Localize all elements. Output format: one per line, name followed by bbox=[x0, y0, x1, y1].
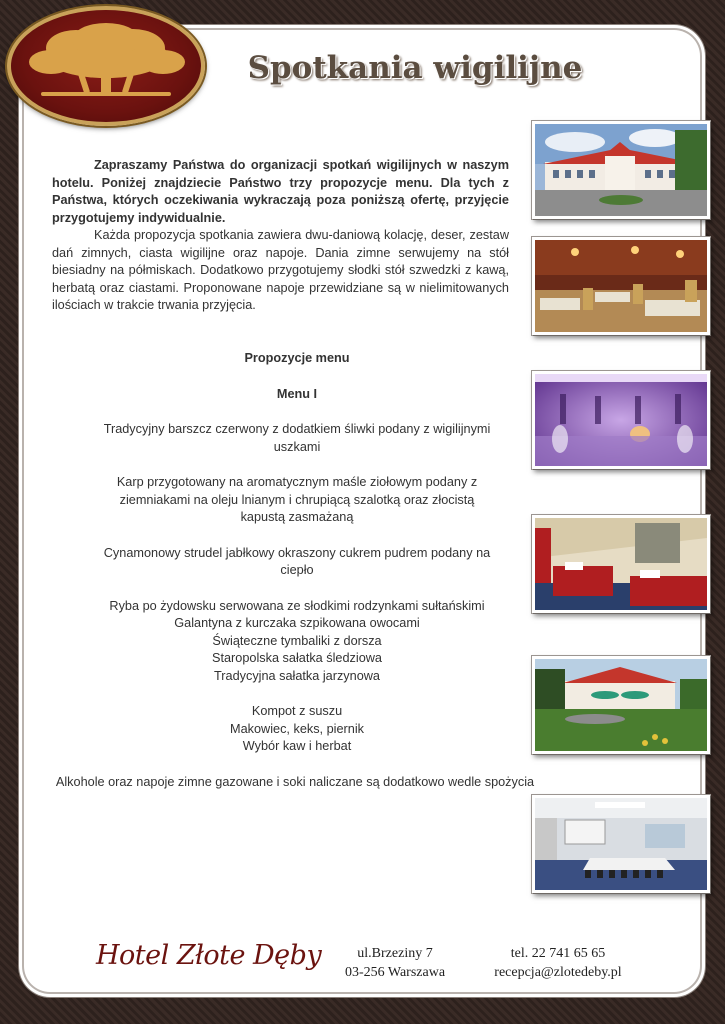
intro-bold-paragraph: Zapraszamy Państwa do organizacji spotkań wigilijnych w naszym hotelu. Poniżej znajdziecie Państwo trzy propozycje menu. Dla tych z Państwa, których oczekiwania wykraczają poza poniższą ofertę, przyjęcie przygotujemy indywidualnie. bbox=[52, 158, 509, 225]
menu-cold-item: Galantyna z kurczaka szpikowana owocami bbox=[174, 616, 420, 630]
menu-dessert: Cynamonowy strudel jabłkowy okraszony cukrem pudrem podany na ciepło bbox=[103, 545, 491, 577]
footer-contact bbox=[478, 944, 638, 982]
menu-sweet-item: Wybór kaw i herbat bbox=[242, 739, 352, 753]
photo-conference-room bbox=[532, 795, 710, 893]
menu-sweet-item: Makowiec, keks, piernik bbox=[230, 721, 364, 736]
intro-section bbox=[52, 157, 509, 315]
menu-main-course: Karp przygotowany na aromatycznym maśle ziołowym podany z ziemniakami na oleju lnianym i chrupiącą szalotką oraz złocistą kapustą zasmażaną bbox=[116, 475, 478, 524]
menu-cold-item: Świąteczne tymbaliki z dorsza bbox=[212, 633, 382, 648]
footer-hotel-name: Hotel Złote Dęby bbox=[96, 940, 322, 971]
intro-paragraph: Każda propozycja spotkania zawiera dwu-daniową kolację, deser, zestaw dań zimnych, ciasta wigilijne oraz napoje. Dania zimne serwujemy na stół biesiadny na półmiskach. Dodatkowo przygotujemy słodki stół szwedzki z kawą, herbatą oraz ciastami. Proponowane napoje przewidziane są w nielimitowanych ilościach w trakcie trwania przyjęcia. bbox=[52, 228, 509, 312]
menu-sweet-item: Kompot z suszu bbox=[251, 704, 343, 718]
address-street: ul.Brzeziny 7 bbox=[357, 946, 433, 961]
contact-email[interactable]: recepcja@zlotedeby.pl bbox=[494, 965, 622, 980]
photo-hotel-exterior bbox=[532, 121, 710, 219]
contact-phone: tel. 22 741 65 65 bbox=[510, 946, 606, 961]
oak-tree-icon bbox=[21, 18, 191, 113]
menu-note: Alkohole oraz napoje zimne gazowane i soki naliczane są dodatkowo wedle spożycia bbox=[55, 774, 535, 789]
hotel-logo bbox=[7, 6, 205, 126]
photo-banquet-hall bbox=[532, 371, 710, 469]
menu-soup: Tradycyjny barszcz czerwony z dodatkiem śliwki podany z wigilijnymi uszkami bbox=[103, 422, 491, 454]
menu-cold-item: Ryba po żydowsku serwowana ze słodkimi rodzynkami sułtańskimi bbox=[109, 598, 485, 613]
menu-title: Menu I bbox=[276, 386, 318, 401]
menu-section bbox=[52, 350, 542, 791]
menu-cold-item: Tradycyjna sałatka jarzynowa bbox=[214, 668, 380, 683]
menu-cold-item: Staropolska sałatka śledziowa bbox=[212, 651, 382, 665]
photo-hotel-room bbox=[532, 515, 710, 613]
photo-restaurant bbox=[532, 237, 710, 335]
menu-section-title: Propozycje menu bbox=[244, 351, 350, 365]
address-city: 03-256 Warszawa bbox=[344, 965, 446, 980]
page-title: Spotkania wigilijne bbox=[247, 50, 583, 86]
footer-address bbox=[330, 944, 460, 982]
photo-hotel-garden bbox=[532, 656, 710, 754]
